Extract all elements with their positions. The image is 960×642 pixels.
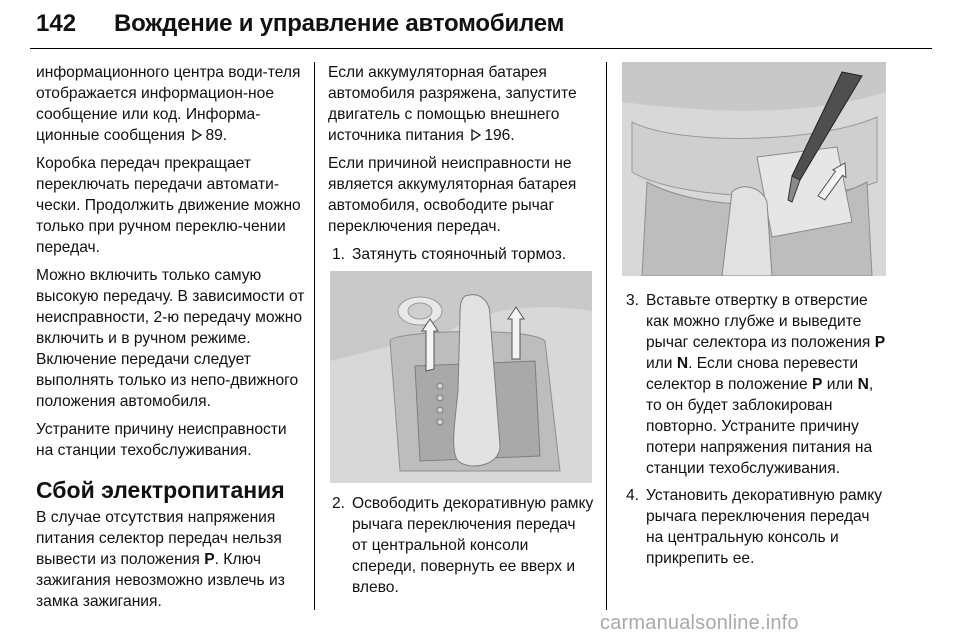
column-1 xyxy=(36,62,308,619)
column-divider-2 xyxy=(606,62,607,610)
chapter-title: Вождение и управление автомобилем xyxy=(114,10,565,37)
step-1: 1. Затянуть стояночный тормоз. xyxy=(332,246,567,263)
page-number: 142 xyxy=(36,10,77,37)
step-2: 2. Освободить декоративную рамку рычага переключения передач от центральной консоли спереди, повернуть ее вверх и влево. xyxy=(332,495,594,596)
column-2 xyxy=(328,62,594,604)
paragraph-info-message: информационного центра води-теля отображается информацион-ное сообщение или код. Информа-ционные сообщения 89. xyxy=(36,64,301,144)
page-header xyxy=(30,8,932,48)
section-heading: Сбой электропитания xyxy=(36,477,285,503)
paragraph-power-failure: В случае отсутствия напряжения питания селектор передач нельзя вывести из положения P. Ключ зажигания невозможно извлечь из замка зажигания. xyxy=(36,509,285,610)
paragraph-fix-cause: Устраните причину неисправности на станции техобслуживания. xyxy=(36,421,287,459)
paragraph-gearbox-stops: Коробка передач прекращает переключать передачи автомати-чески. Продолжить движение можно только при ручном переклю-чении передач. xyxy=(36,155,301,256)
step-4: 4. Установить декоративную рамку рычага переключения передач на центральную консоль и прикрепить ее. xyxy=(626,487,883,567)
column-divider-1 xyxy=(314,62,315,610)
screwdriver-illustration xyxy=(622,62,886,276)
paragraph-release-lever: Если причиной неисправности не является аккумуляторная батарея автомобиля, освободите рычаг переключения передач. xyxy=(328,155,577,235)
paragraph-highest-gear: Можно включить только самую высокую передачу. В зависимости от неисправности, 2-ю передачу можно включить и в ручном режиме. Включение передачи следует выполнять только из непо-движного положения автомобиля. xyxy=(36,267,305,410)
header-rule xyxy=(30,48,932,49)
page-reference-icon xyxy=(470,129,482,141)
gear-selector-illustration xyxy=(330,271,592,483)
watermark: carmanualsonline.info xyxy=(600,612,799,634)
column-3 xyxy=(622,62,890,575)
page-reference[interactable]: 89. xyxy=(205,127,228,144)
step-3: 3. Вставьте отвертку в отверстие как можно глубже и выведите рычаг селектора из положения P или N. Если снова перевести селектор в положение P или N, то он будет заблокирован повторно. Устраните причину потери напряжения питания на станции техобслуживания. xyxy=(626,292,886,477)
page-reference[interactable]: 196. xyxy=(484,127,515,144)
paragraph-battery: Если аккумуляторная батарея автомобиля разряжена, запустите двигатель с помощью внешнего источника питания 196. xyxy=(328,64,577,144)
page-reference-icon xyxy=(191,129,203,141)
